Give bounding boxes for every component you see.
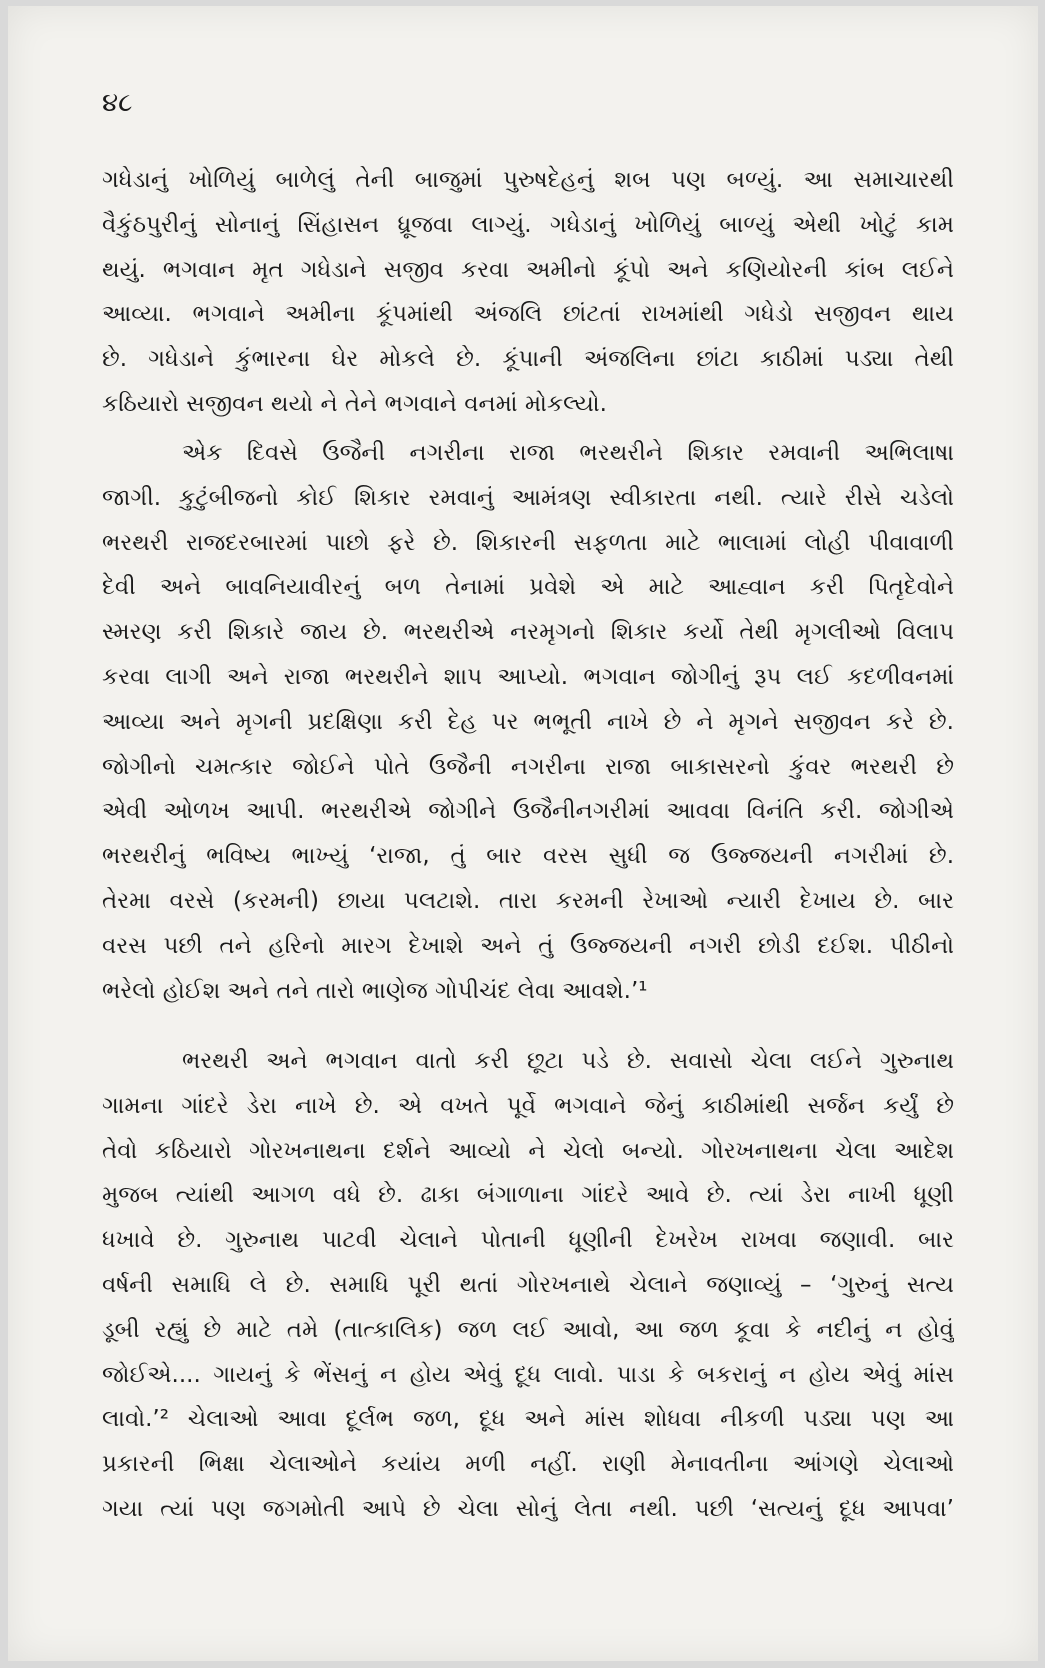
paragraph-3 — [102, 1039, 954, 1532]
text-line: ભરથરીનું ભવિષ્ય ભાખ્યું ‘રાજા, તું બાર વરસ સુધી જ ઉજ્જયની નગરીમાં છે. — [102, 843, 954, 870]
text-line: એવી ઓળખ આપી. ભરથરીએ જોગીને ઉજૈનીનગરીમાં આવવા વિનંતિ કરી. જોગીએ — [102, 798, 954, 825]
text-line: ભરેલો હોઈશ અને તને તારો ભાણેજ ગોપીચંદ લેવા આવશે.’¹ — [102, 977, 648, 1004]
paragraph-1 — [102, 158, 954, 427]
text-line: વરસ પછી તને હરિનો મારગ દેખાશે અને તું ઉજ્જયની નગરી છોડી દઈશ. પીઠીનો — [102, 932, 954, 959]
text-line: આવ્યા અને મૃગની પ્રદક્ષિણા કરી દેહ પર ભભૂતી નાખે છે ને મૃગને સજીવન કરે છે. — [102, 708, 954, 735]
text-line: વૈકુંઠપુરીનું સોનાનું સિંહાસન ધ્રૂજવા લાગ્યું. ગધેડાનું ખોળિયું બાળ્યું એથી ખોટું કામ — [102, 211, 954, 238]
book-page — [8, 6, 1038, 1661]
text-line: છે. ગધેડાને કુંભારના ઘેર મોકલે છે. કૂંપાની અંજલિના છાંટા કાઠીમાં પડ્યા તેથી — [102, 346, 954, 373]
text-line: ગામના ગાંદરે ડેરા નાખે છે. એ વખતે પૂર્વે ભગવાને જેનું કાઠીમાંથી સર્જન કર્યું છે — [102, 1092, 954, 1119]
paragraph-2 — [102, 431, 954, 1013]
text-line: જોઈએ.... ગાયનું કે ભેંસનું ન હોય એવું દૂધ લાવો. પાડા કે બકરાનું ન હોય એવું માંસ — [102, 1361, 954, 1388]
text-line: વર્ષની સમાધિ લે છે. સમાધિ પૂરી થતાં ગોરખનાથે ચેલાને જણાવ્યું – ‘ગુરુનું સત્ય — [102, 1271, 954, 1298]
text-line: લાવો.’² ચેલાઓ આવા દૂર્લભ જળ, દૂધ અને માંસ શોધવા નીકળી પડ્યા પણ આ — [102, 1406, 954, 1433]
text-line: તેવો કઠિયારો ગોરખનાથના દર્શને આવ્યો ને ચેલો બન્યો. ગોરખનાથના ચેલા આદેશ — [102, 1137, 954, 1164]
text-line: આવ્યા. ભગવાને અમીના કૂંપમાંથી અંજલિ છાંટતાં રાખમાંથી ગધેડો સજીવન થાય — [102, 301, 954, 328]
text-line: ભરથરી રાજદરબારમાં પાછો ફરે છે. શિકારની સફળતા માટે ભાલામાં લોહી પીવાવાળી — [102, 529, 954, 556]
text-line: થયું. ભગવાન મૃત ગધેડાને સજીવ કરવા અમીનો કૂંપો અને કણિયોરની કાંબ લઈને — [102, 256, 954, 283]
text-line: ડૂબી રહ્યું છે માટે તમે (તાત્કાલિક) જળ લઈ આવો, આ જળ કૂવા કે નદીનું ન હોવું — [102, 1316, 954, 1343]
text-line: પ્રકારની ભિક્ષા ચેલાઓને કયાંય મળી નહીં. રાણી મેનાવતીના આંગણે ચેલાઓ — [102, 1451, 954, 1478]
text-line: કઠિયારો સજીવન થયો ને તેને ભગવાને વનમાં મોકલ્યો. — [102, 390, 607, 417]
text-line: ધખાવે છે. ગુરુનાથ પાટવી ચેલાને પોતાની ધૂણીની દેખરેખ રાખવા જણાવી. બાર — [102, 1227, 954, 1254]
text-line: સ્મરણ કરી શિકારે જાય છે. ભરથરીએ નરમૃગનો શિકાર કર્યો તેથી મૃગલીઓ વિલાપ — [102, 619, 954, 646]
text-line: તેરમા વરસે (કરમની) છાયા પલટાશે. તારા કરમની રેખાઓ ન્યારી દેખાય છે. બાર — [102, 887, 954, 914]
text-line: જાગી. કુટુંબીજનો કોઈ શિકાર રમવાનું આમંત્રણ સ્વીકારતા નથી. ત્યારે રીસે ચડેલો — [102, 484, 954, 511]
text-line: જોગીનો ચમત્કાર જોઈને પોતે ઉજૈની નગરીના રાજા બાકાસરનો કુંવર ભરથરી છે — [102, 753, 954, 780]
text-line: મુજબ ત્યાંથી આગળ વધે છે. ઢાકા બંગાળાના ગાંદરે આવે છે. ત્યાં ડેરા નાખી ધૂણી — [102, 1182, 954, 1209]
text-line: એક દિવસે ઉજૈની નગરીના રાજા ભરથરીને શિકાર રમવાની અભિલાષા — [182, 440, 954, 466]
text-line: ગધેડાનું ખોળિયું બાળેલું તેની બાજુમાં પુરુષદેહનું શબ પણ બળ્યું. આ સમાચારથી — [102, 167, 954, 193]
text-line: કરવા લાગી અને રાજા ભરથરીને શાપ આપ્યો. ભગવાન જોગીનું રૂપ લઈ કદળીવનમાં — [102, 663, 954, 690]
text-line: દેવી અને બાવનિયાવીરનું બળ તેનામાં પ્રવેશે એ માટે આહ્વાન કરી પિતૃદેવોને — [102, 574, 954, 601]
page-number: ૪૮ — [102, 88, 133, 118]
text-line: ભરથરી અને ભગવાન વાતો કરી છૂટા પડે છે. સવાસો ચેલા લઈને ગુરુનાથ — [182, 1048, 954, 1074]
text-line: ગયા ત્યાં પણ જગમોતી આપે છે ચેલા સોનું લેતા નથી. પછી ‘સત્યનું દૂધ આપવા’ — [102, 1495, 954, 1522]
